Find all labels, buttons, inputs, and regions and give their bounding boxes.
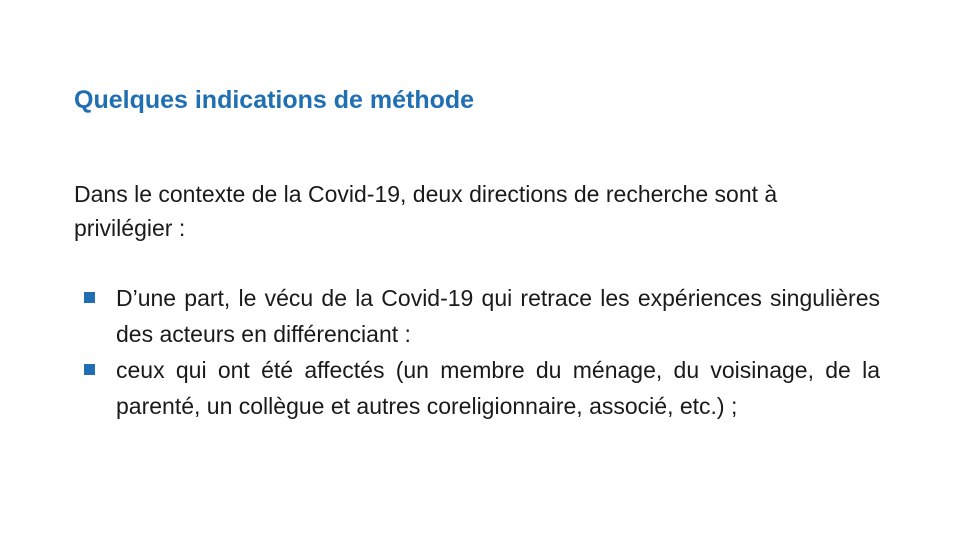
slide-title: Quelques indications de méthode: [74, 86, 475, 114]
bullet-text: ceux qui ont été affectés (un membre du ménage, du voisinage, de la parenté, un collègue et autres coreligionnaire, associé, etc.) ;: [116, 357, 880, 419]
intro-paragraph: Dans le contexte de la Covid-19, deux directions de recherche sont à privilégier :: [74, 181, 778, 241]
bullet-item: [74, 280, 880, 352]
bullet-list: [74, 280, 880, 424]
bullet-item: [74, 352, 880, 424]
square-bullet-icon: [84, 364, 95, 375]
bullet-text: D’une part, le vécu de la Covid-19 qui retrace les expériences singulières des acteurs en différenciant :: [116, 285, 880, 347]
square-bullet-icon: [84, 292, 95, 303]
